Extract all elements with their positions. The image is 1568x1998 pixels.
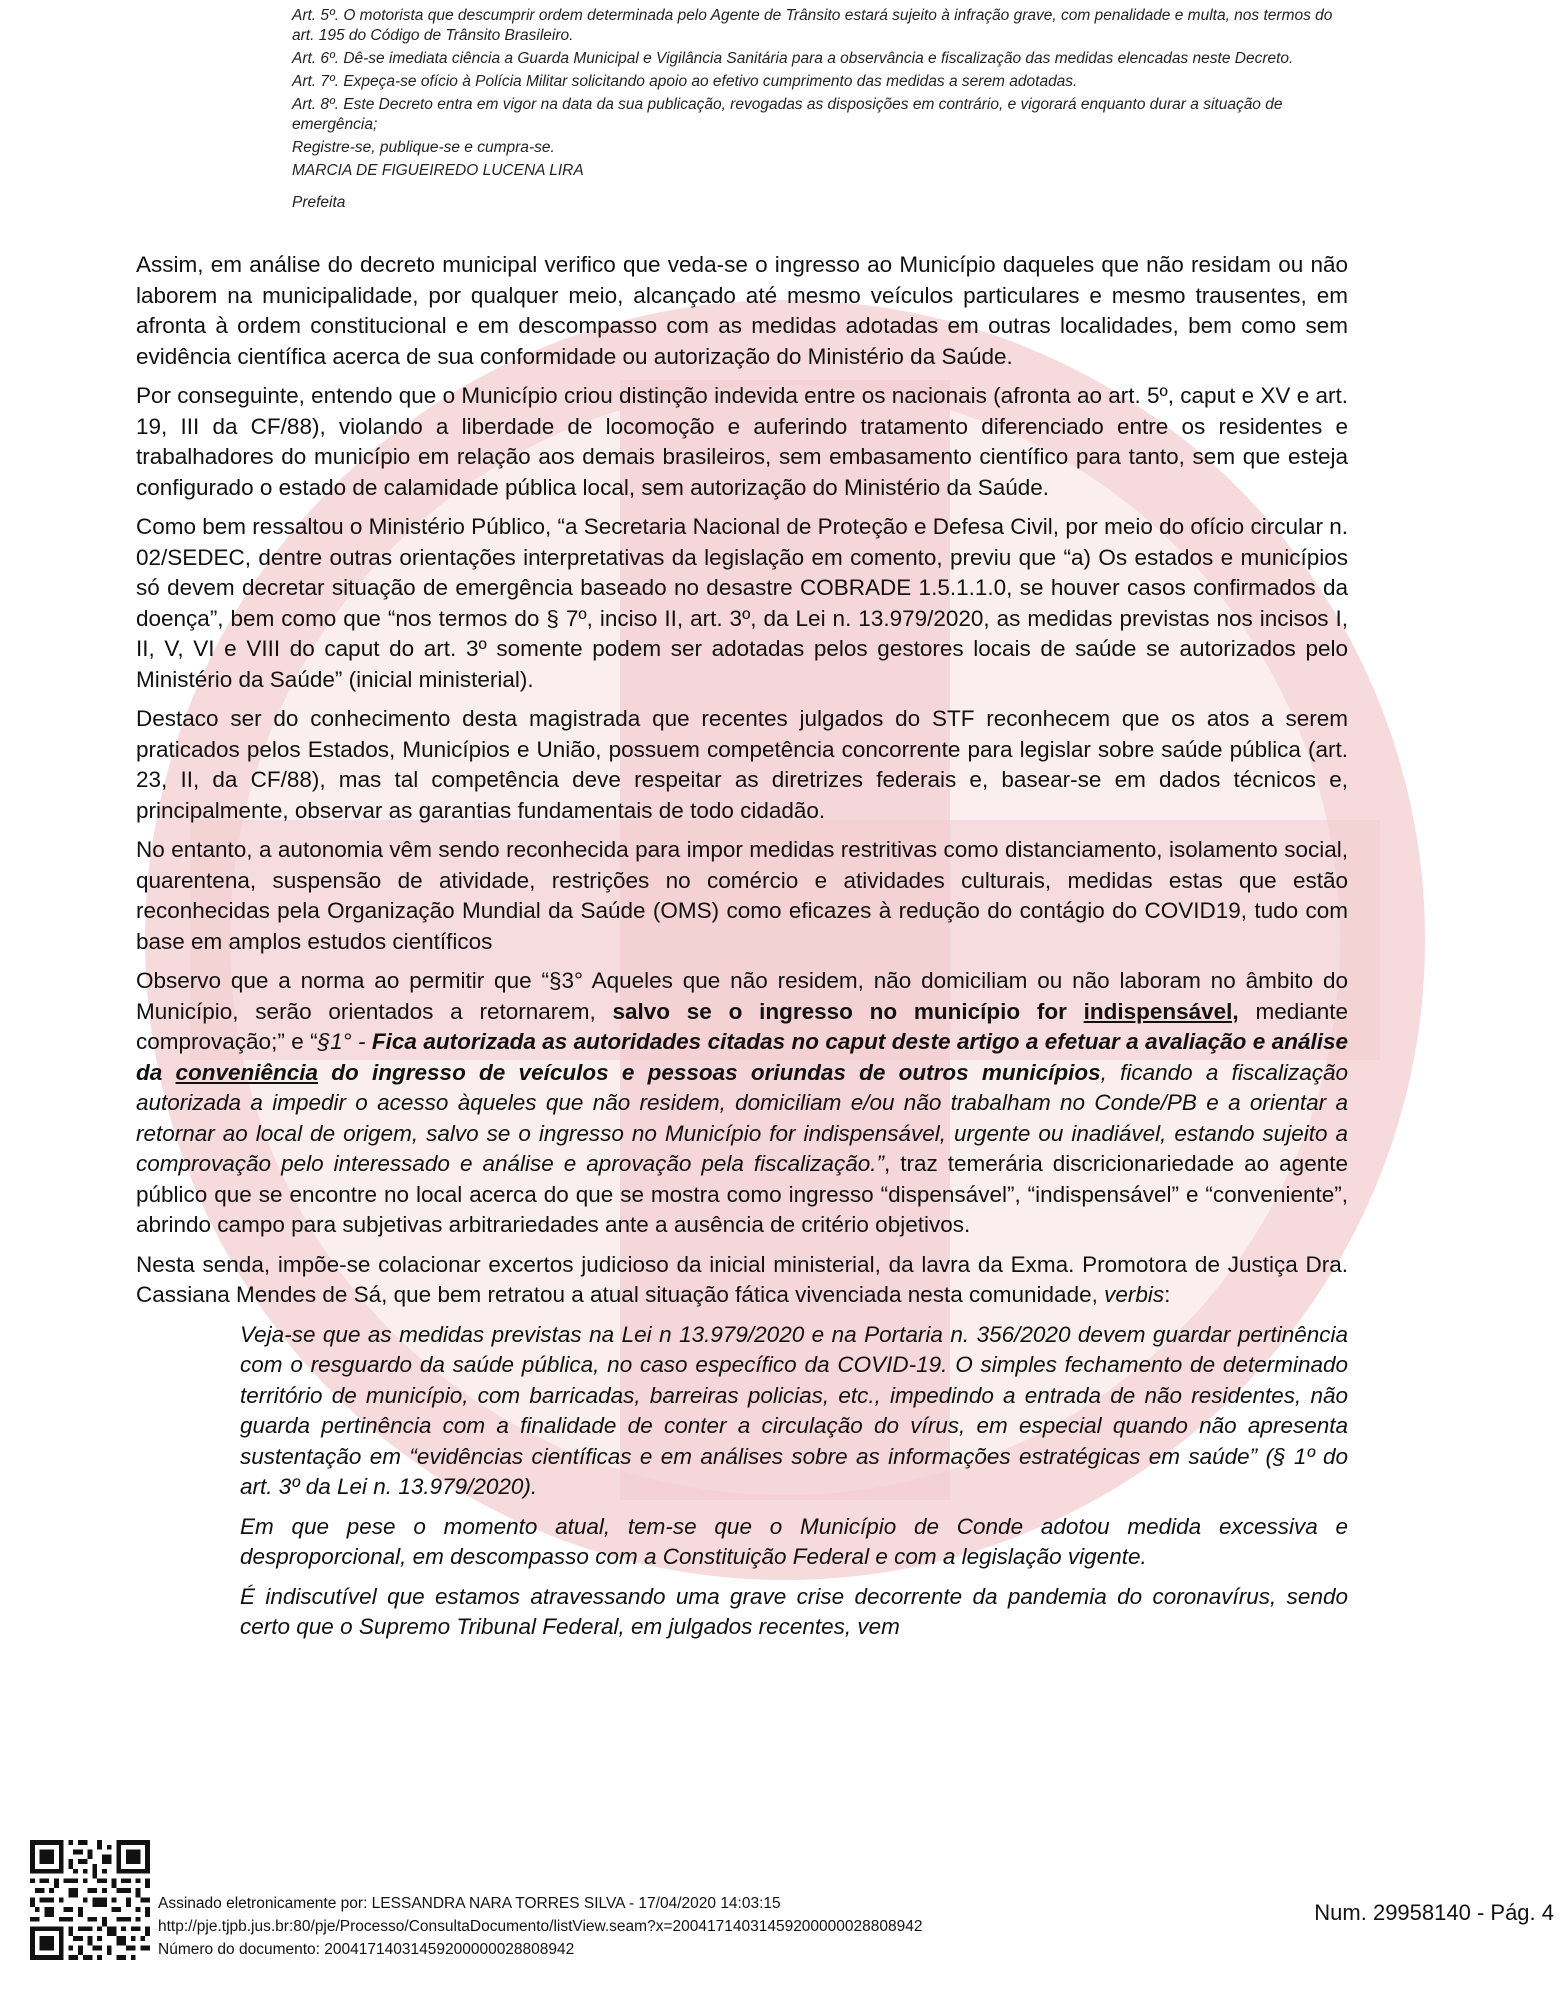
decree-role: Prefeita — [292, 194, 346, 211]
p7-text-a: Nesta senda, impõe-se colacionar excertos judicioso da inicial ministerial, da lavra da Exma. Promotora de Justiça Dra. Cassiana Mendes de Sá, que bem retratou a atual situação fática vivenciada nesta comunidade, — [136, 1251, 1348, 1307]
p6-text-j: , traz temerária discricionariedade ao agente público que se encontre no local acerca do que se mostra como ingresso “dispensável”, “indispensável” e “conveniente”, abrindo campo para subjetivas arbitrariedades ante a ausência de critério objetivos. — [136, 1151, 1348, 1237]
decree-art6: Art. 6º. Dê-se imediata ciência a Guarda Municipal e Vigilância Sanitária para a observância e fiscalização das medidas elencadas neste Decreto. — [292, 50, 1294, 67]
qr-code — [30, 1840, 150, 1960]
decree-art7: Art. 7º. Expeça-se ofício à Polícia Militar solicitando apoio ao efetivo cumprimento das medidas a serem adotadas. — [292, 73, 1078, 90]
p6-italic-i: , ficando a fiscalização autorizada a impedir o acesso àqueles que não residem, domiciliam e/ou não trabalham no Conde/PB e a orientar a retornar ao local de origem, salvo se o ingresso no Município for indispensável, urgente ou inadiável, estando sujeito a comprovação pelo interessado e análise e aprovação pela fiscalização.” — [136, 1059, 1348, 1176]
paragraph-4: Destaco ser do conhecimento desta magistrada que recentes julgados do STF reconhecem que os atos a serem praticados pelos Estados, Municípios e União, possuem competência concorrente para legislar sobre saúde pública (art. 23, II, da CF/88), mas tal competência deve respeitar as diretrizes federais e, basear-se em dados técnicos e, principalmente, observar as garantias fundamentais de todo cidadão. — [136, 706, 1348, 823]
p7-verbis: verbis — [1104, 1282, 1165, 1307]
quote-1: Veja-se que as medidas previstas na Lei n 13.979/2020 e na Portaria n. 356/2020 devem guardar pertinência com o resguardo da saúde pública, no caso específico da COVID-19. O simples fechamento de determinado território de município, com barricadas, barreiras policias, etc., impedindo a entrada de não residentes, não guarda pertinência com a finalidade de conter a circulação do vírus, em especial quando não apresenta sustentação em “evidências científicas e em análises sobre as informações estratégicas em saúde” (§ 1º do art. 3º da Lei n. 13.979/2020). — [240, 1321, 1348, 1499]
p6-bold-italic-f: Fica autorizada as autoridades citadas no caput deste artigo a efetuar a avaliação e análise da — [136, 1029, 1349, 1085]
p6-bold-italic-h: do ingresso de veículos e pessoas oriundas de outros municípios — [318, 1059, 1101, 1085]
p6-text-d: mediante comprovação;” e “ — [136, 998, 1349, 1054]
p7-colon: : — [1164, 1282, 1171, 1307]
decree-signer: MARCIA DE FIGUEIREDO LUCENA LIRA — [292, 162, 584, 179]
page-number: Num. 29958140 - Pág. 4 — [1314, 1900, 1554, 1925]
p6-bold: salvo se o ingresso no município for — [612, 998, 1084, 1024]
signed-by: Assinado eletronicamente por: LESSANDRA NARA TORRES SILVA - 17/04/2020 14:03:15 — [158, 1895, 781, 1912]
decision-body — [136, 250, 1348, 1652]
document-number: Número do documento: 20041714031459200000028808942 — [158, 1941, 575, 1958]
p6-text-a: Observo que a norma ao permitir que “§3° Aqueles que não residem, não domiciliam ou não laboram no âmbito do Município, serão orientados a retornarem, — [136, 968, 1348, 1024]
paragraph-1: Assim, em análise do decreto municipal verifico que veda-se o ingresso ao Município daqueles que não residam ou não laborem na municipalidade, por qualquer meio, alcançado até mesmo veículos particulares e mesmo trausentes, em afronta à ordem constitucional e em descompasso com as medidas adotadas em outras localidades, bem como sem evidência científica acerca de sua conformidade ou autorização do Ministério da Saúde. — [136, 252, 1348, 369]
paragraph-7 — [136, 1250, 1348, 1311]
signature-block — [158, 1892, 923, 1961]
p6-conveniencia: conveniência — [175, 1059, 319, 1085]
p6-italic-e: §1° - — [317, 1029, 372, 1054]
paragraph-5: No entanto, a autonomia vêm sendo reconhecida para impor medidas restritivas como distanciamento, isolamento social, quarentena, suspensão de atividade, restrições no comércio e atividades culturais, medidas estas que estão reconhecidas pela Organização Mundial da Saúde (OMS) como eficazes à redução do contágio do COVID19, tudo com base em amplos estudos científicos — [136, 837, 1348, 954]
decree-register: Registre-se, publique-se e cumpra-se. — [292, 139, 555, 156]
paragraph-3: Como bem ressaltou o Ministério Público, “a Secretaria Nacional de Proteção e Defesa Civil, por meio do ofício circular n. 02/SEDEC, dentre outras orientações interpretativas da legislação em comento, previu que “a) Os estados e municípios só devem decretar situação de emergência baseado no desastre COBRADE 1.5.1.1.0, se houver casos confirmados da doença”, bem como que “nos termos do § 7º, inciso II, art. 3º, da Lei n. 13.979/2020, as medidas previstas nos incisos I, II, V, VI e VIII do caput do art. 3º somente podem ser adotadas pelos gestores locais de saúde se autorizados pelo Ministério da Saúde” (inicial ministerial). — [136, 514, 1348, 692]
document-url[interactable]: http://pje.tjpb.jus.br:80/pje/Processo/ConsultaDocumento/listView.seam?x=20041714031459200000028808942 — [158, 1918, 923, 1935]
quote-3: É indiscutível que estamos atravessando uma grave crise decorrente da pandemia do coronavírus, sendo certo que o Supremo Tribunal Federal, em julgados recentes, vem — [240, 1583, 1348, 1639]
decree-art5: Art. 5º. O motorista que descumprir ordem determinada pelo Agente de Trânsito estará sujeito à infração grave, com penalidade e multa, nos termos do art. 195 do Código de Trânsito Brasileiro. — [292, 7, 1333, 44]
signature-footer — [0, 1838, 1568, 1998]
paragraph-2: Por conseguinte, entendo que o Município criou distinção indevida entre os nacionais (afronta ao art. 5º, caput e XV e art. 19, III da CF/88), violando a liberdade de locomoção e auferindo tratamento diferenciado entre os residentes e trabalhadores do município em relação aos demais brasileiros, sem embasamento científico para tanto, sem que esteja configurado o estado de calamidade pública local, sem autorização do Ministério da Saúde. — [136, 383, 1348, 500]
decree-excerpt — [292, 6, 1352, 216]
decree-art8: Art. 8º. Este Decreto entra em vigor na data da sua publicação, revogadas as disposições em contrário, e vigorará enquanto durar a situação de emergência; — [292, 96, 1283, 133]
paragraph-6 — [136, 966, 1348, 1241]
p6-bold-underline: indispensável, — [1083, 998, 1239, 1024]
quote-2: Em que pese o momento atual, tem-se que o Município de Conde adotou medida excessiva e desproporcional, em descompasso com a Constituição Federal e com a legislação vigente. — [240, 1513, 1348, 1569]
